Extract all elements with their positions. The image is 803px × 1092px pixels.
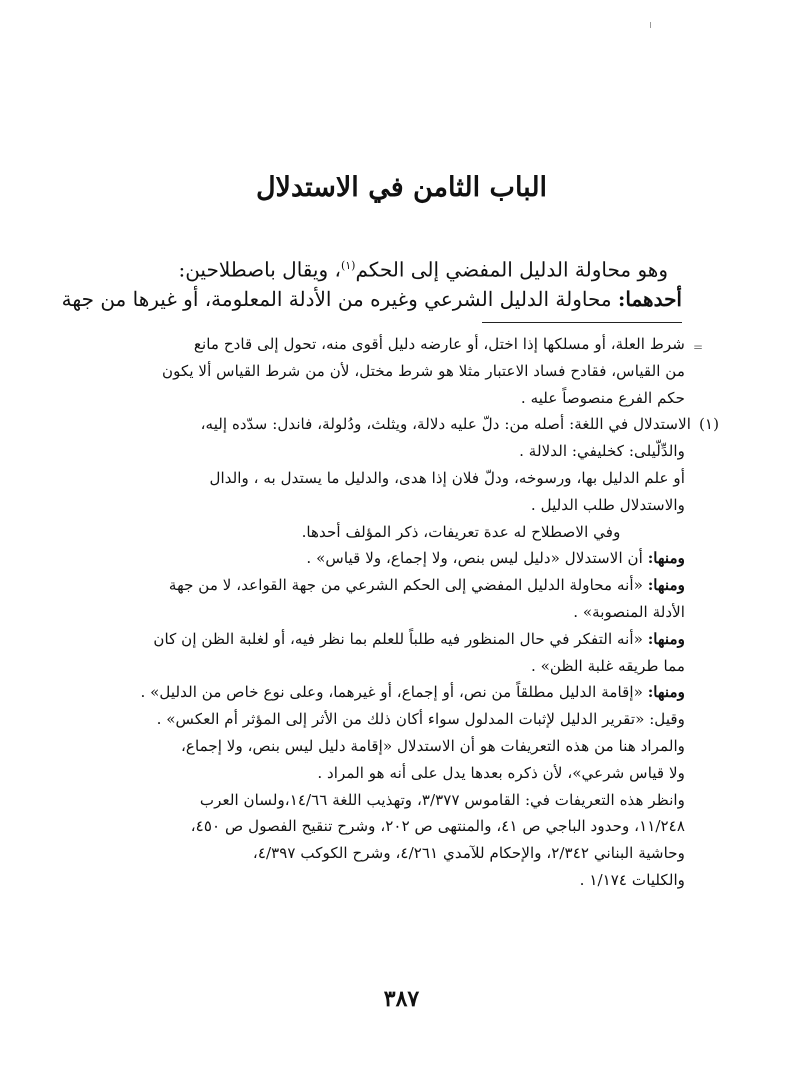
body-line-2-lead: أحدهما: xyxy=(617,287,682,311)
body-line-1-text: وهو محاولة الدليل المفضي إلى الحكم xyxy=(355,257,668,282)
footnote-1-line: والاستدلال طلب الدليل . xyxy=(530,495,685,514)
footnote-separator xyxy=(482,322,682,323)
footnote-1-line: أو علم الدليل بها، ورسوخه، ودلّ فلان إذا هدى، والدليل ما يستدل به ، والدال xyxy=(209,468,685,487)
footnote-ref-1: (١) xyxy=(340,259,356,272)
definition-lead: ومنها: xyxy=(647,549,685,568)
body-line-1-tail: ، ويقال باصطلاحين: xyxy=(178,257,341,282)
footnote-cont-line: من القياس، فقادح فساد الاعتبار مثلا هو شرط مختل، لأن من شرط القياس ألا يكون xyxy=(161,361,685,380)
closing-line: وانظر هذه التعريفات في: القاموس ٣/٣٧٧، وتهذيب اللغة ١٤/٦٦،ولسان العرب xyxy=(199,790,685,809)
body-line-2 xyxy=(61,283,682,315)
definition-lead: ومنها: xyxy=(647,576,685,595)
footnote-1-line: وفي الاصطلاح له عدة تعريفات، ذكر المؤلف أحدها. xyxy=(301,522,621,541)
closing-line: والمراد هنا من هذه التعريفات هو أن الاستدلال «إقامة دليل ليس بنص، ولا إجماع، xyxy=(180,736,685,755)
definition-line xyxy=(117,599,685,626)
closing-line: ١١/٢٤٨، وحدود الباجي ص ٤١، والمنتهى ص ٢٠٢، وشرح تنقيح الفصول ص ٤٥٠، xyxy=(190,817,685,836)
footnote-1-number: (١) xyxy=(698,415,719,434)
definition-lead: ومنها: xyxy=(647,629,685,648)
definition-text: «إقامة الدليل مطلقاً من نص، أو إجماع، أو غيرهما، وعلى نوع خاص من الدليل» . xyxy=(140,683,648,702)
chapter-title: الباب الثامن في الاستدلال xyxy=(255,172,548,203)
definition-line xyxy=(117,572,685,599)
body-line-2-text: محاولة الدليل الشرعي وغيره من الأدلة المعلومة، أو غيرها من جهة xyxy=(61,287,618,311)
footnote-1-line xyxy=(117,411,719,438)
footnotes xyxy=(117,331,719,894)
closing-line: وقيل: «تقرير الدليل لإثبات المدلول سواء أكان ذلك من الأثر إلى المؤثر أم العكس» . xyxy=(156,710,685,729)
footnote-cont-line: حكم الفرع منصوصاً عليه . xyxy=(520,388,685,407)
definition-line xyxy=(117,626,685,653)
footnote-continuation-mark: = xyxy=(692,340,703,354)
definition-text: مما طريقه غلبة الظن» . xyxy=(530,656,685,675)
definition-text: الأدلة المنصوبة» . xyxy=(573,602,685,621)
closing-line: ولا قياس شرعي»، لأن ذكره بعدها يدل على أنه هو المراد . xyxy=(317,763,685,782)
closing-line: والكليات ١/١٧٤ . xyxy=(579,870,685,889)
definition-text: أن الاستدلال «دليل ليس بنص، ولا إجماع، ولا قياس» . xyxy=(306,549,648,568)
definition-line xyxy=(117,653,685,680)
closing-line: وحاشية البناني ٢/٣٤٢، والإحكام للآمدي ٤/٢٦١، وشرح الكوكب ٤/٣٩٧، xyxy=(252,844,685,863)
page-number: ٣٨٧ xyxy=(383,986,420,1012)
body-line-1 xyxy=(108,250,668,286)
definition-text: «أنه التفكر في حال المنظور فيه طلباً للعلم بما نظر فيه، أو لغلبة الظن إن كان xyxy=(153,629,648,648)
footnote-cont-line: شرط العلة، أو مسلكها إذا اختل، أو عارضه دليل أقوى منه، تحول إلى قادح مانع xyxy=(193,335,685,353)
definition-text: «أنه محاولة الدليل المفضي إلى الحكم الشرعي من جهة القواعد، لا من جهة xyxy=(168,576,648,595)
footnote-1-text: الاستدلال في اللغة: أصله من: دلّ عليه دلالة، ويثلث، ودُلولة، فاندل: سدّده إليه، xyxy=(200,415,691,434)
footnote-1-line: والدِّلّيلى: كخليفي: الدلالة . xyxy=(519,442,685,461)
crop-mark xyxy=(650,22,651,28)
definition-line xyxy=(117,545,685,572)
definition-lead: ومنها: xyxy=(647,683,685,702)
definition-line xyxy=(117,679,685,706)
